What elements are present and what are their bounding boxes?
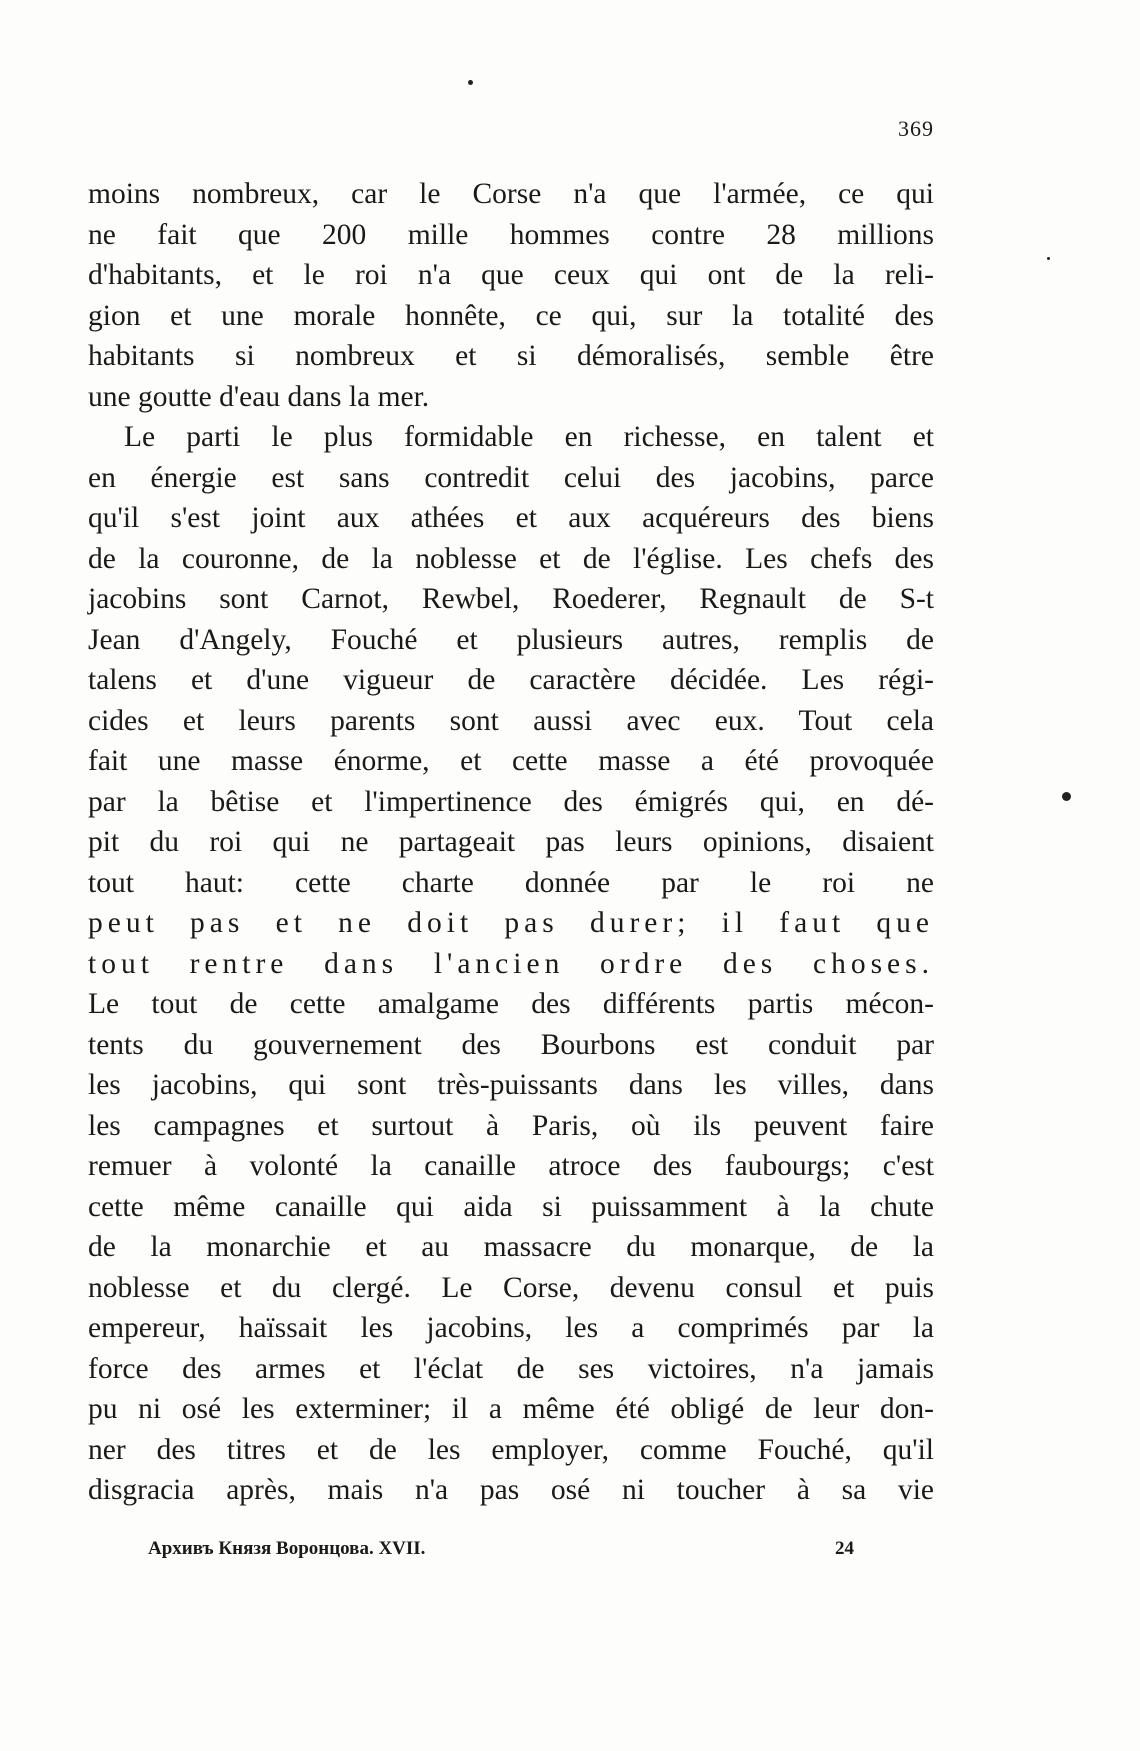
text-line: qu'il s'est joint aux athées et aux acquéreurs des biens xyxy=(88,502,934,534)
page-footer xyxy=(148,1538,854,1560)
text-line: ne fait que 200 mille hommes contre 28 millions xyxy=(88,218,934,251)
text-line: en énergie est sans contredit celui des jacobins, parce xyxy=(88,461,934,494)
text-line: remuer à volonté la canaille atroce des faubourgs; c'est xyxy=(88,1150,934,1182)
text-line: Le tout de cette amalgame des différents partis mécon- xyxy=(88,988,934,1020)
text-line: de la couronne, de la noblesse et de l'église. Les chefs des xyxy=(88,542,934,575)
text-line: gion et une morale honnête, ce qui, sur la totalité des xyxy=(88,299,934,332)
scan-speck xyxy=(1047,257,1050,260)
text-line: cides et leurs parents sont aussi avec eux. Tout cela xyxy=(88,704,934,737)
text-line: pu ni osé les exterminer; il a même été obligé de leur don- xyxy=(88,1393,934,1425)
text-line: jacobins sont Carnot, Rewbel, Roederer, Regnault de S-t xyxy=(88,583,934,615)
text-line: ner des titres et de les employer, comme Fouché, qu'il xyxy=(88,1433,934,1466)
text-line: par la bêtise et l'impertinence des émigrés qui, en dé- xyxy=(88,785,934,818)
text-line: les campagnes et surtout à Paris, où ils peuvent faire xyxy=(88,1109,934,1142)
text-line: tout rentre dans l'ancien ordre des choses. xyxy=(88,947,934,980)
text-line: de la monarchie et au massacre du monarque, de la xyxy=(88,1231,934,1263)
text-line: d'habitants, et le roi n'a que ceux qui ont de la reli- xyxy=(88,259,934,291)
sheet-number: 24 xyxy=(835,1538,854,1559)
signature-mark: Архивъ Князя Воронцова. XVII. xyxy=(148,1538,426,1559)
text-line: noblesse et du clergé. Le Corse, devenu consul et puis xyxy=(88,1271,934,1304)
text-line: moins nombreux, car le Corse n'a que l'armée, ce qui xyxy=(88,178,934,210)
text-line: disgracia après, mais n'a pas osé ni toucher à sa vie xyxy=(88,1474,934,1506)
text-line: tents du gouvernement des Bourbons est conduit par xyxy=(88,1028,934,1061)
text-line: peut pas et ne doit pas durer; il faut que xyxy=(88,907,934,939)
text-line: tout haut: cette charte donnée par le roi ne xyxy=(88,866,934,899)
text-line: Jean d'Angely, Fouché et plusieurs autres, remplis de xyxy=(88,623,934,656)
page-number: 369 xyxy=(898,116,934,141)
text-line: Le parti le plus formidable en richesse, en talent et xyxy=(124,421,934,453)
scan-speck xyxy=(1062,792,1071,801)
scan-speck xyxy=(468,80,473,85)
body-text xyxy=(88,174,934,1511)
text-line: pit du roi qui ne partageait pas leurs opinions, disaient xyxy=(88,826,934,858)
text-line: cette même canaille qui aida si puissamment à la chute xyxy=(88,1190,934,1223)
text-line: une goutte d'eau dans la mer. xyxy=(88,380,430,413)
text-line: les jacobins, qui sont très-puissants dans les villes, dans xyxy=(88,1069,934,1101)
text-line: force des armes et l'éclat de ses victoires, n'a jamais xyxy=(88,1352,934,1385)
text-line: habitants si nombreux et si démoralisés, semble être xyxy=(88,340,934,372)
text-line: empereur, haïssait les jacobins, les a comprimés par la xyxy=(88,1312,934,1344)
text-line: fait une masse énorme, et cette masse a été provoquée xyxy=(88,745,934,777)
text-line: talens et d'une vigueur de caractère décidée. Les régi- xyxy=(88,664,934,696)
